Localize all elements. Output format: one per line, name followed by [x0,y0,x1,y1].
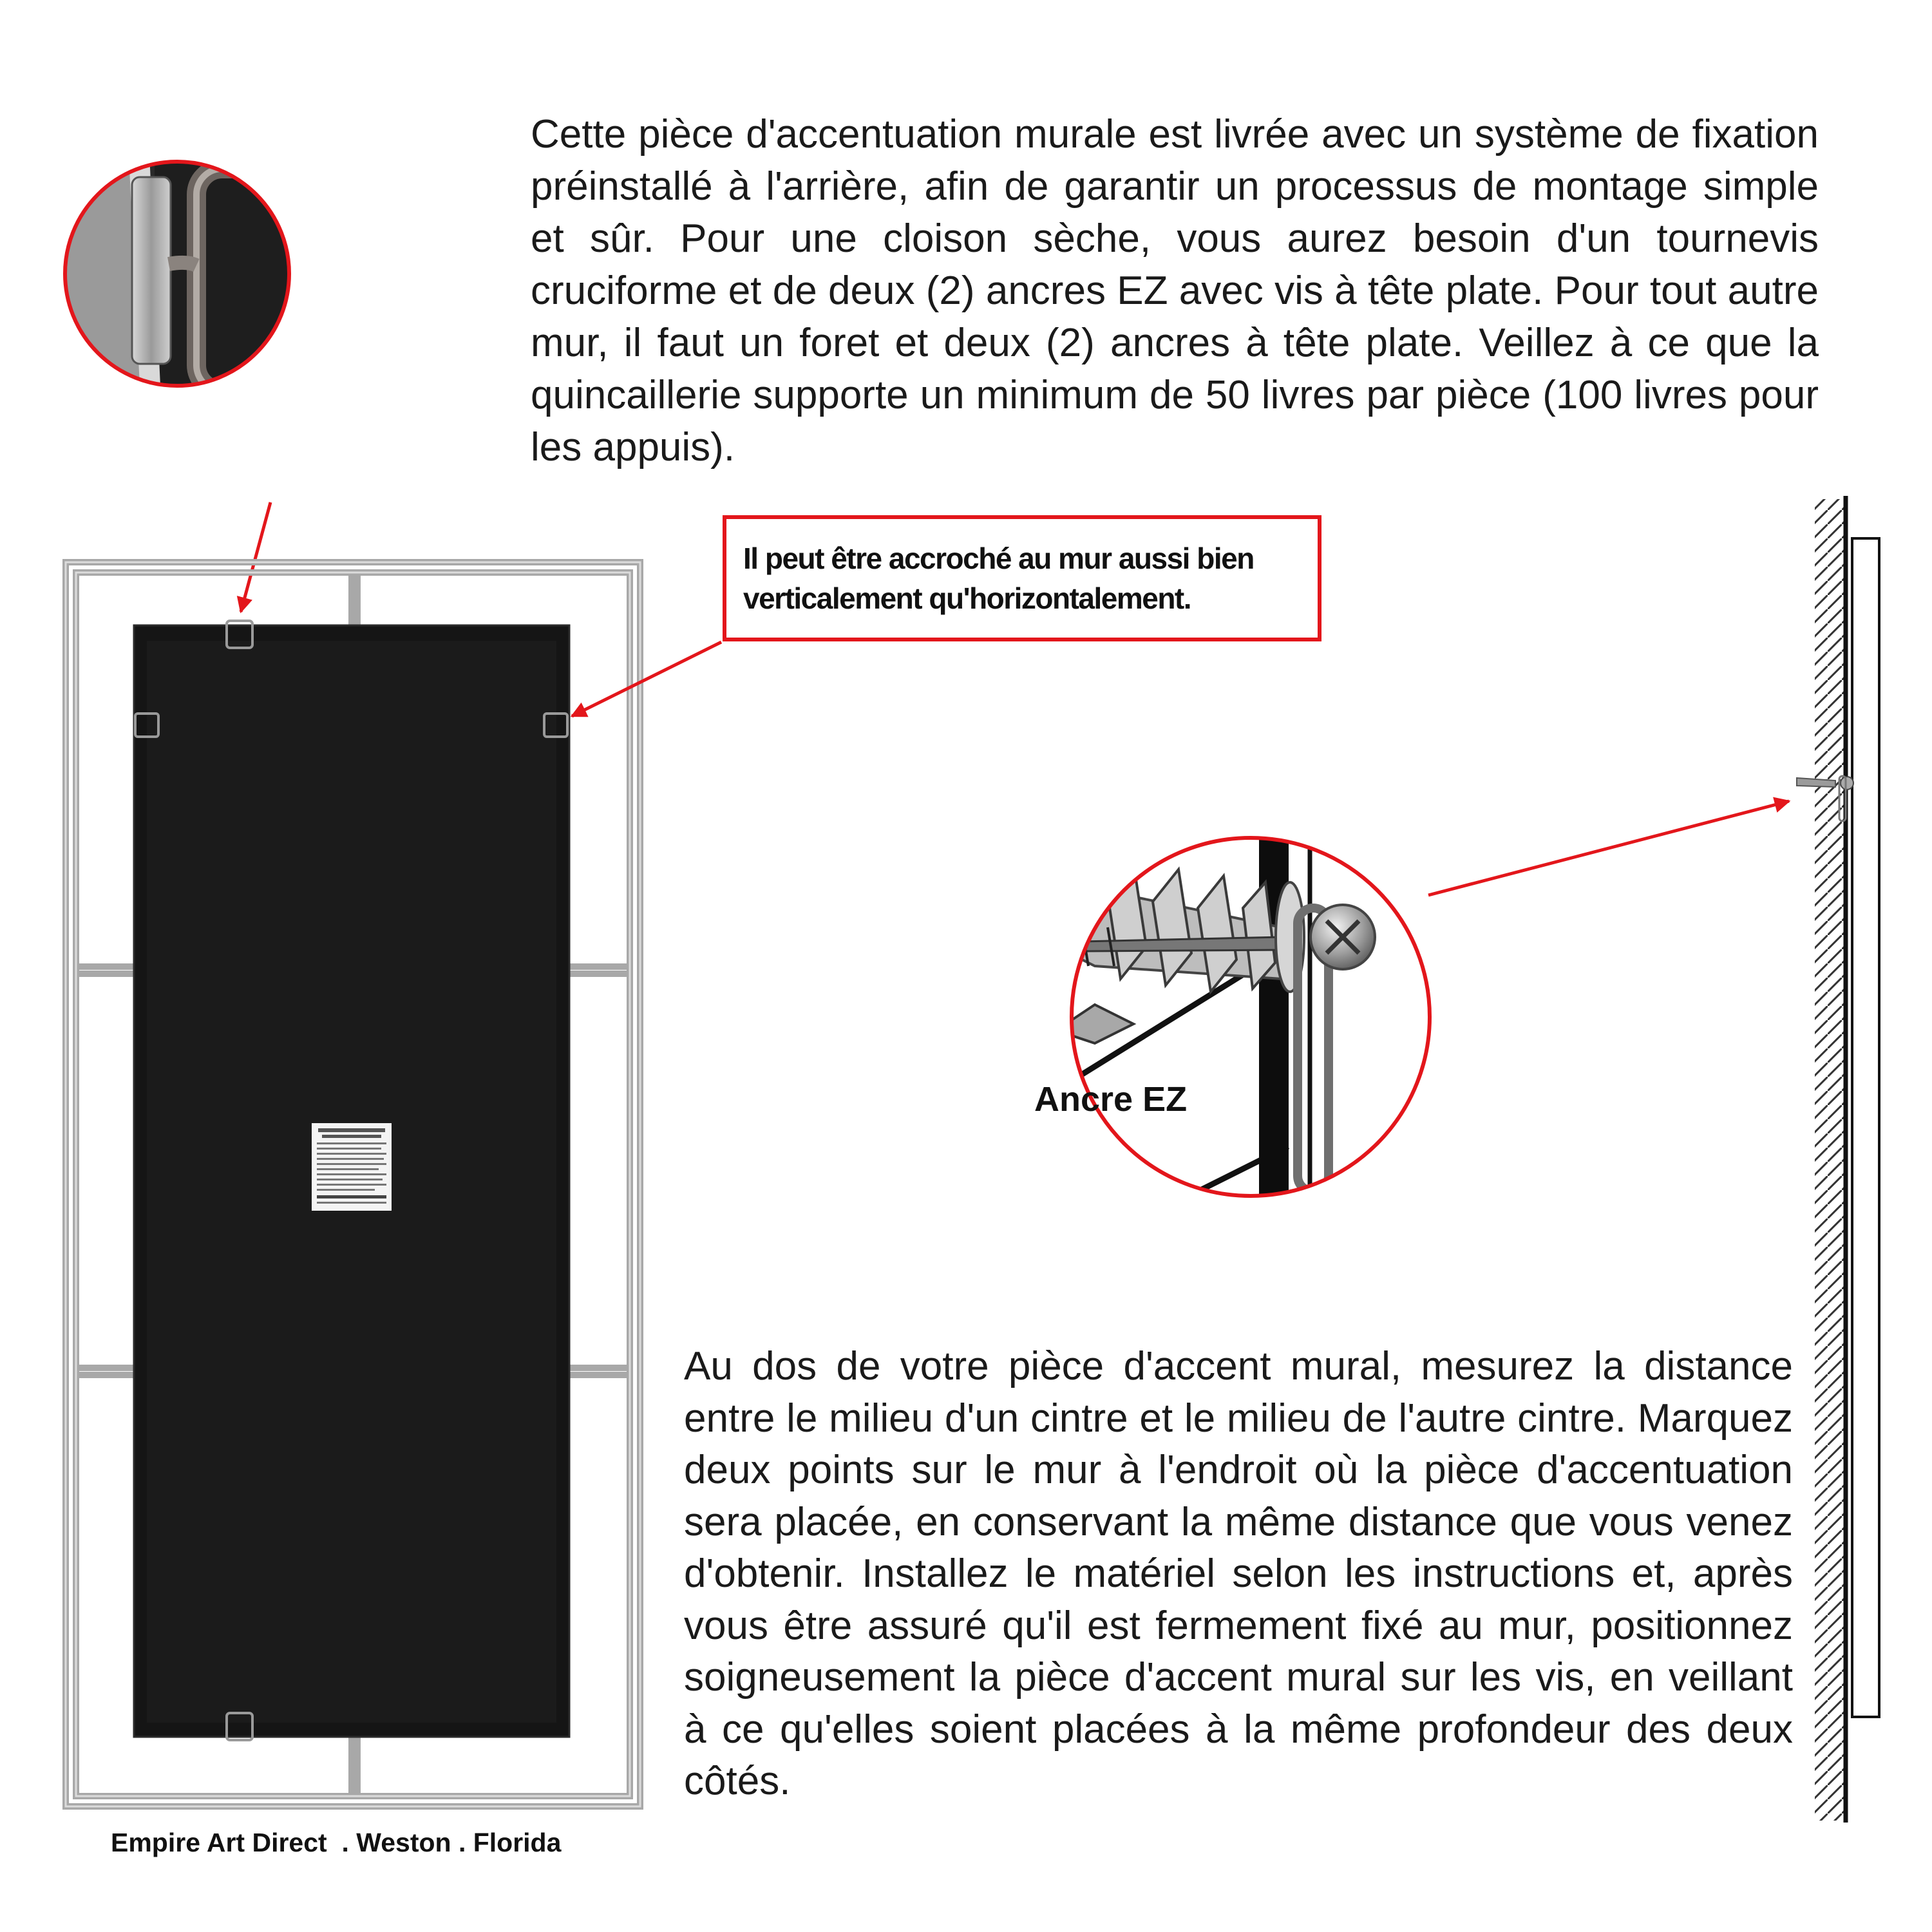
instructions-paragraph: Au dos de votre pièce d'accent mural, mesurez la distance entre le milieu d'un cintre et le milieu de l'autre cintre. Marquez deux points sur le mur à l'endroit où la pièce d'accentuation sera placée, en conservant la même distance que vous venez d'obtenir. Installez le matériel selon les instructions et, après vous être assuré qu'il est fermement fixé au mur, positionnez soigneusement la pièce d'accent mural sur les vis, en veillant à ce qu'elles soient placées à la même profondeur des deux côtés. [684,1344,1793,1803]
instruction-label [312,1123,392,1211]
ez-anchor-screw-icon [966,676,1464,1301]
intro-paragraph: Cette pièce d'accentuation murale est livrée avec un système de fixation préinstallé à l'arrière, afin de garantir un processus de montage simple et sûr. Pour une cloison sèche, vous aurez besoin d'un tournevis cruciforme et de deux (2) ancres EZ avec vis à tête plate. Pour tout autre mur, il faut un foret et deux (2) ancres à tête plate. Veillez à ce que la quincaillerie supporte un minimum de 50 livres par pièce (100 livres pour les appuis). [531,112,1819,469]
pointer-arrow [241,502,270,612]
pointer-arrow [572,642,721,716]
footer-credit: Empire Art Direct . Weston . Florida [111,1828,562,1857]
anchor-label: Ancre EZ [1034,1080,1188,1119]
callout-line-2: verticalement qu'horizontalement. [743,582,1191,615]
hanger-closeup-icon [58,155,364,399]
wall-side-view-icon [1797,496,1879,1823]
callout-line-1: Il peut être accroché au mur aussi bien [743,542,1254,575]
wall-piece-back [66,562,640,1806]
pointer-arrow [1428,801,1789,895]
orientation-callout [723,515,1321,641]
